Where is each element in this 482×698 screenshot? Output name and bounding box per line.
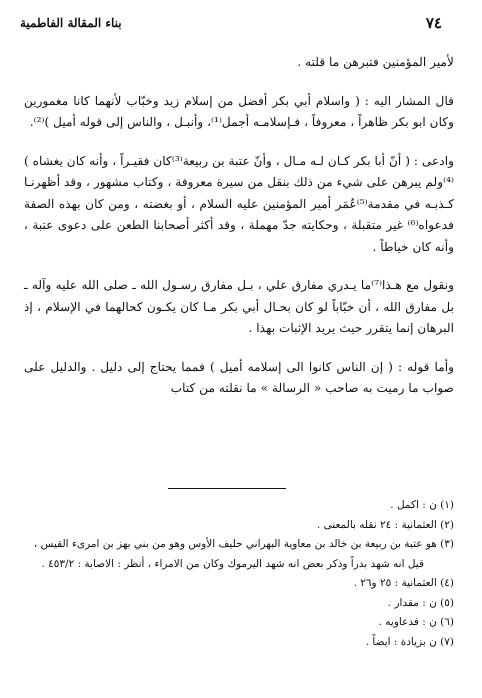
paragraph: ونقول مع هـذا⁽⁷⁾ما يـدري مفارق علي ، بـل مفارق رسـول الله ـ صلى الله عليه وآله ـ بل مفارق الله ، أن خبّاباً لو كان بحـال أبي بكر مـا كان يكـون كحالهما في الإسلام ، إذ البرهان إنما يتقرر حيث يريد الإثبات بهذا . xyxy=(24,278,454,335)
paragraph: لأمير المؤمنين فتبرهن ما قلته . xyxy=(297,55,454,69)
paragraph: وادعى : ( أنّ أبا بكر كـان لـه مـال ، وأنّ عتبة بن ربيعة⁽³⁾كان فقيـراً ، وأنه كان يغشاه )⁽⁴⁾ولم يبرهن على شيء من ذلك بنقل من سيرة معروفة ، وكتاب مشهور ، وقد أظهرنـا كـذبـه في مقدمة⁽⁵⁾عُمَر أمير المؤمنين عليه السلام ، أو بغضته ، ومن كان بهذه الصفة فدعواه⁽⁶⁾ غير متقبلة ، وحكايته جدّ مهملة ، وقد أكثر أصحابنا الطعن على دعوى عتبة ، وأنه كان خياطاً . xyxy=(24,153,454,254)
footnote-continuation: قيل انه شهد بدراً وذكر بعض انه شهد اليرموك وكان من الامراء ، أنظر : الاصابة : ٤٥٣/٢ . xyxy=(41,557,424,570)
footnote: (٦) ن : فدعاويه . xyxy=(378,616,454,628)
footnote: (١) ن : اكمل . xyxy=(390,499,454,511)
footnote: (٣) هو عتبة بن ربيعة بن خالد بن معاوية البهراني حليف الأوس وهو من بني بهز بن امرىء القيس ، xyxy=(33,538,454,550)
paragraph: وأما قوله : ( إن الناس كانوا الى إسلامه أميل ) فمما يحتاج إلى دليل . والدليل على صواب ما رميت به صاحب « الرسالة » ما نقلته من كتاب xyxy=(24,359,454,395)
footnote: (٢) العثمانية : ٢٤ نقله بالمعنى . xyxy=(316,518,454,531)
footnotes xyxy=(14,496,454,652)
footnote: (٤) العثمانية : ٢٥ و٢٦ . xyxy=(353,577,454,589)
footnote: (٧) ن بزيادة : ايضاً . xyxy=(365,635,454,648)
page-number: ٧٤ xyxy=(425,14,442,32)
main-text xyxy=(24,52,454,400)
running-header-title: بناء المقالة الفاطمية xyxy=(20,16,122,30)
footnote: (٥) ن : مقدار . xyxy=(387,596,454,609)
footnote-separator xyxy=(168,488,286,489)
paragraph: قال المشار اليه : ( واسلام أبي بكر أفضل من إسلام زيد وخبّاب لأنهما كانا مغمورين وكان ابو بكر ظاهراً ، معروفاً ، فـإسلامـه أجمل⁽¹⁾، وأنبـل ، والناس إلى قوله أميل )⁽²⁾. xyxy=(24,93,454,129)
